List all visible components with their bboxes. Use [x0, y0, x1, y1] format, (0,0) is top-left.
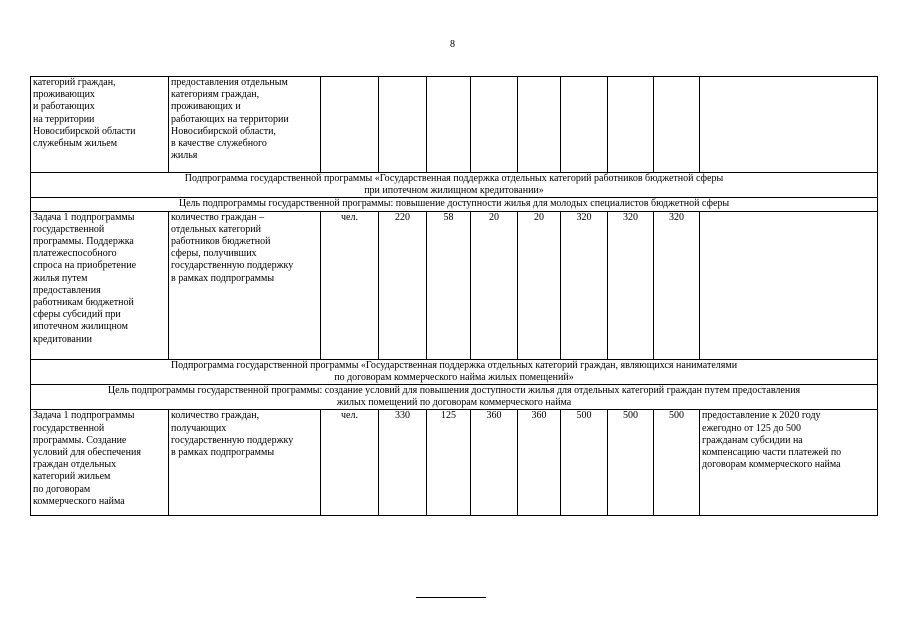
subprogram-title: Подпрограмма государственной программы «Государственная поддержка отдельных категорий граждан, являющихся нанимателями по договорам коммерческого найма жилых помещений»: [31, 359, 878, 384]
table-row: [31, 410, 878, 516]
value-cell: [608, 77, 654, 173]
task-name-cell: категорий граждан, проживающих и работающих на территории Новосибирской области служебным жильем: [31, 77, 169, 173]
value-cell: [471, 77, 518, 173]
indicator-cell: предоставления отдельным категориям граждан, проживающих и работающих на территории Новосибирской области, в качестве служебного жилья: [169, 77, 321, 173]
unit-cell: чел.: [321, 410, 379, 516]
value-cell: [654, 77, 700, 173]
subprogram-goal: Цель подпрограммы государственной программы: создание условий для повышения доступности жилья для отдельных категорий граждан путем предоставления жилых помещений по договорам коммерческого найма: [31, 385, 878, 410]
subprogram-header-row: [31, 359, 878, 384]
task-name-cell: Задача 1 подпрограммы государственной программы. Создание условий для обеспечения граждан отдельных категорий жильем по договорам коммерческого найма: [31, 410, 169, 516]
value-cell: [427, 77, 471, 173]
subprogram-goal-row: [31, 385, 878, 410]
value-cell: 320: [608, 211, 654, 359]
value-cell: 360: [518, 410, 561, 516]
value-cell: 500: [608, 410, 654, 516]
value-cell: 500: [654, 410, 700, 516]
note-cell: предоставление к 2020 году ежегодно от 125 до 500 гражданам субсидии на компенсацию части платежей по договорам коммерческого найма: [700, 410, 878, 516]
value-cell: 20: [471, 211, 518, 359]
value-cell: 58: [427, 211, 471, 359]
task-name-cell: Задача 1 подпрограммы государственной программы. Поддержка платежеспособного спроса на приобретение жилья путем предоставления работникам бюджетной сферы субсидий при ипотечном жилищном кредитовании: [31, 211, 169, 359]
value-cell: [561, 77, 608, 173]
table-row-continuation: [31, 77, 878, 173]
value-cell: 320: [561, 211, 608, 359]
subprogram-title: Подпрограмма государственной программы «Государственная поддержка отдельных категорий работников бюджетной сферы при ипотечном жилищном кредитовании»: [31, 173, 878, 198]
value-cell: [518, 77, 561, 173]
value-cell: 320: [654, 211, 700, 359]
indicator-cell: количество граждан – отдельных категорий работников бюджетной сферы, получивших государственную поддержку в рамках подпрограммы: [169, 211, 321, 359]
subprogram-goal-row: [31, 198, 878, 211]
table-row: [31, 211, 878, 359]
footer-divider: [416, 597, 486, 598]
value-cell: [379, 77, 427, 173]
value-cell: 125: [427, 410, 471, 516]
note-cell: [700, 211, 878, 359]
value-cell: 330: [379, 410, 427, 516]
subprogram-goal: Цель подпрограммы государственной программы: повышение доступности жилья для молодых специалистов бюджетной сферы: [31, 198, 878, 211]
value-cell: 360: [471, 410, 518, 516]
program-indicators-table: [30, 76, 878, 516]
value-cell: 220: [379, 211, 427, 359]
value-cell: 500: [561, 410, 608, 516]
indicator-cell: количество граждан, получающих государственную поддержку в рамках подпрограммы: [169, 410, 321, 516]
unit-cell: [321, 77, 379, 173]
unit-cell: чел.: [321, 211, 379, 359]
value-cell: 20: [518, 211, 561, 359]
note-cell: [700, 77, 878, 173]
subprogram-header-row: [31, 173, 878, 198]
page-number: 8: [450, 39, 455, 50]
